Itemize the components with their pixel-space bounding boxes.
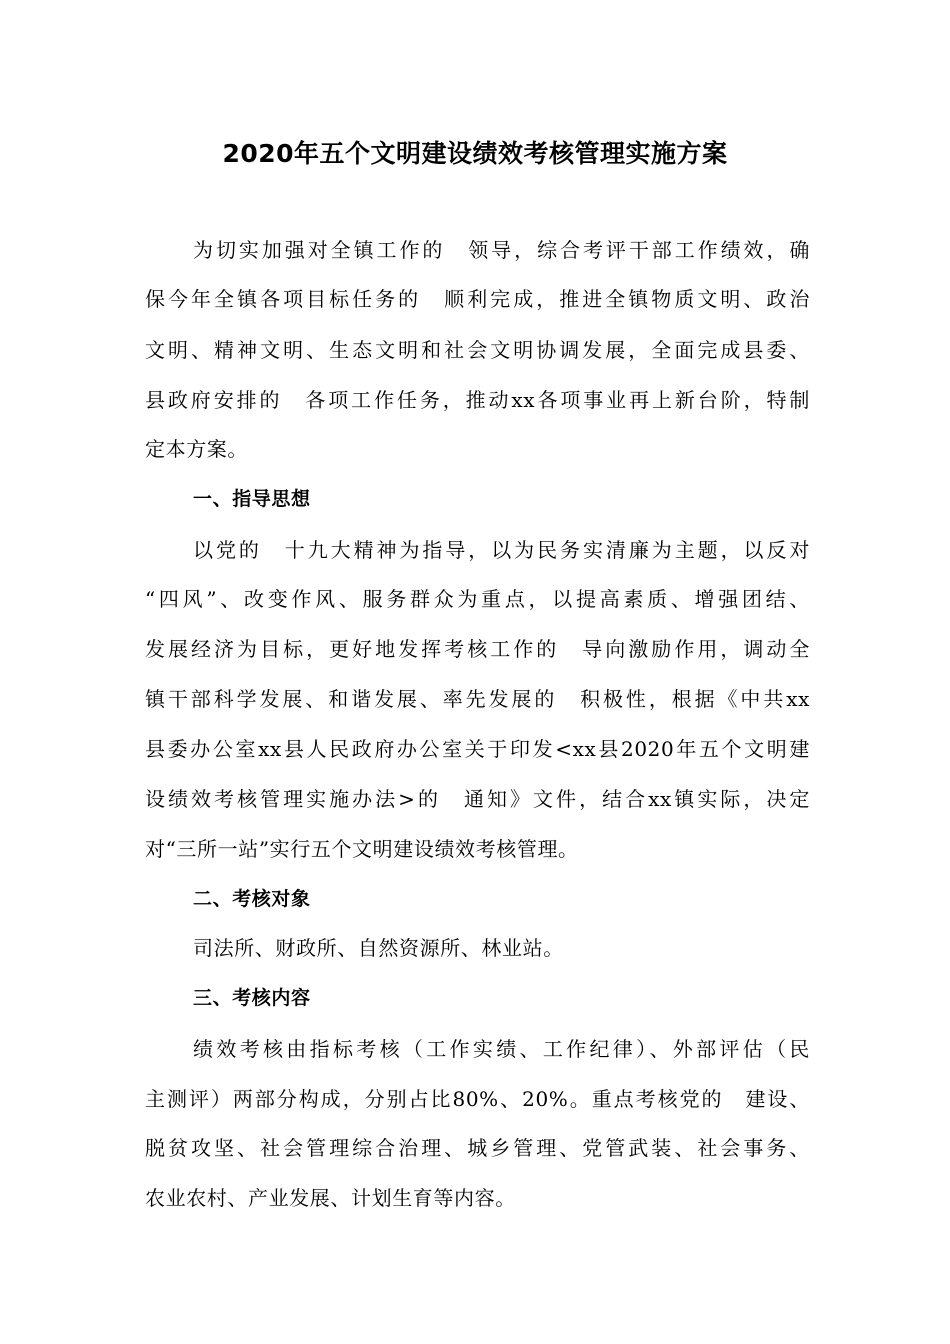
paragraph-line: 为切实加强对全镇工作的 领导，综合考评干部工作绩效，确 (193, 238, 810, 262)
paragraph-line: 定本方案。 (145, 437, 248, 461)
paragraph-line: 主测评）两部分构成，分别占比80%、20%。重点考核党的 建设、 (145, 1087, 810, 1111)
paragraph-line: 司法所、财政所、自然资源所、林业站。 (193, 936, 564, 960)
paragraph-line: 县政府安排的 各项工作任务，推动xx各项事业再上新台阶，特制 (145, 388, 810, 412)
paragraph-line: 设绩效考核管理实施办法>的 通知》文件，结合xx镇实际，决定 (145, 787, 810, 811)
paragraph-line: “四风”、改变作风、服务群众为重点，以提高素质、增强团结、 (145, 587, 810, 611)
paragraph-line: 保今年全镇各项目标任务的 顺利完成，推进全镇物质文明、政治 (145, 287, 810, 311)
paragraph-line: 以党的 十九大精神为指导，以为民务实清廉为主题，以反对 (193, 538, 810, 562)
document-title: 2020年五个文明建设绩效考核管理实施方案 (222, 139, 728, 168)
paragraph-line: 绩效考核由指标考核（工作实绩、工作纪律）、外部评估（民 (193, 1037, 810, 1061)
paragraph-line: 脱贫攻坚、社会管理综合治理、城乡管理、党管武装、社会事务、 (145, 1136, 810, 1160)
paragraph-line: 农业农村、产业发展、计划生育等内容。 (145, 1186, 516, 1210)
paragraph-line: 文明、精神文明、生态文明和社会文明协调发展，全面完成县委、 (145, 338, 810, 362)
section-heading: 一、指导思想 (193, 488, 311, 510)
paragraph-line: 发展经济为目标，更好地发挥考核工作的 导向激励作用，调动全 (145, 637, 810, 661)
paragraph-line: 县委办公室xx县人民政府办公室关于印发<xx县2020年五个文明建 (145, 737, 810, 761)
section-heading: 三、考核内容 (193, 987, 311, 1009)
section-heading: 二、考核对象 (193, 888, 311, 910)
paragraph-line: 对“三所一站”实行五个文明建设绩效考核管理。 (145, 837, 579, 861)
paragraph-line: 镇干部科学发展、和谐发展、率先发展的 积极性，根据《中共xx (145, 687, 810, 711)
